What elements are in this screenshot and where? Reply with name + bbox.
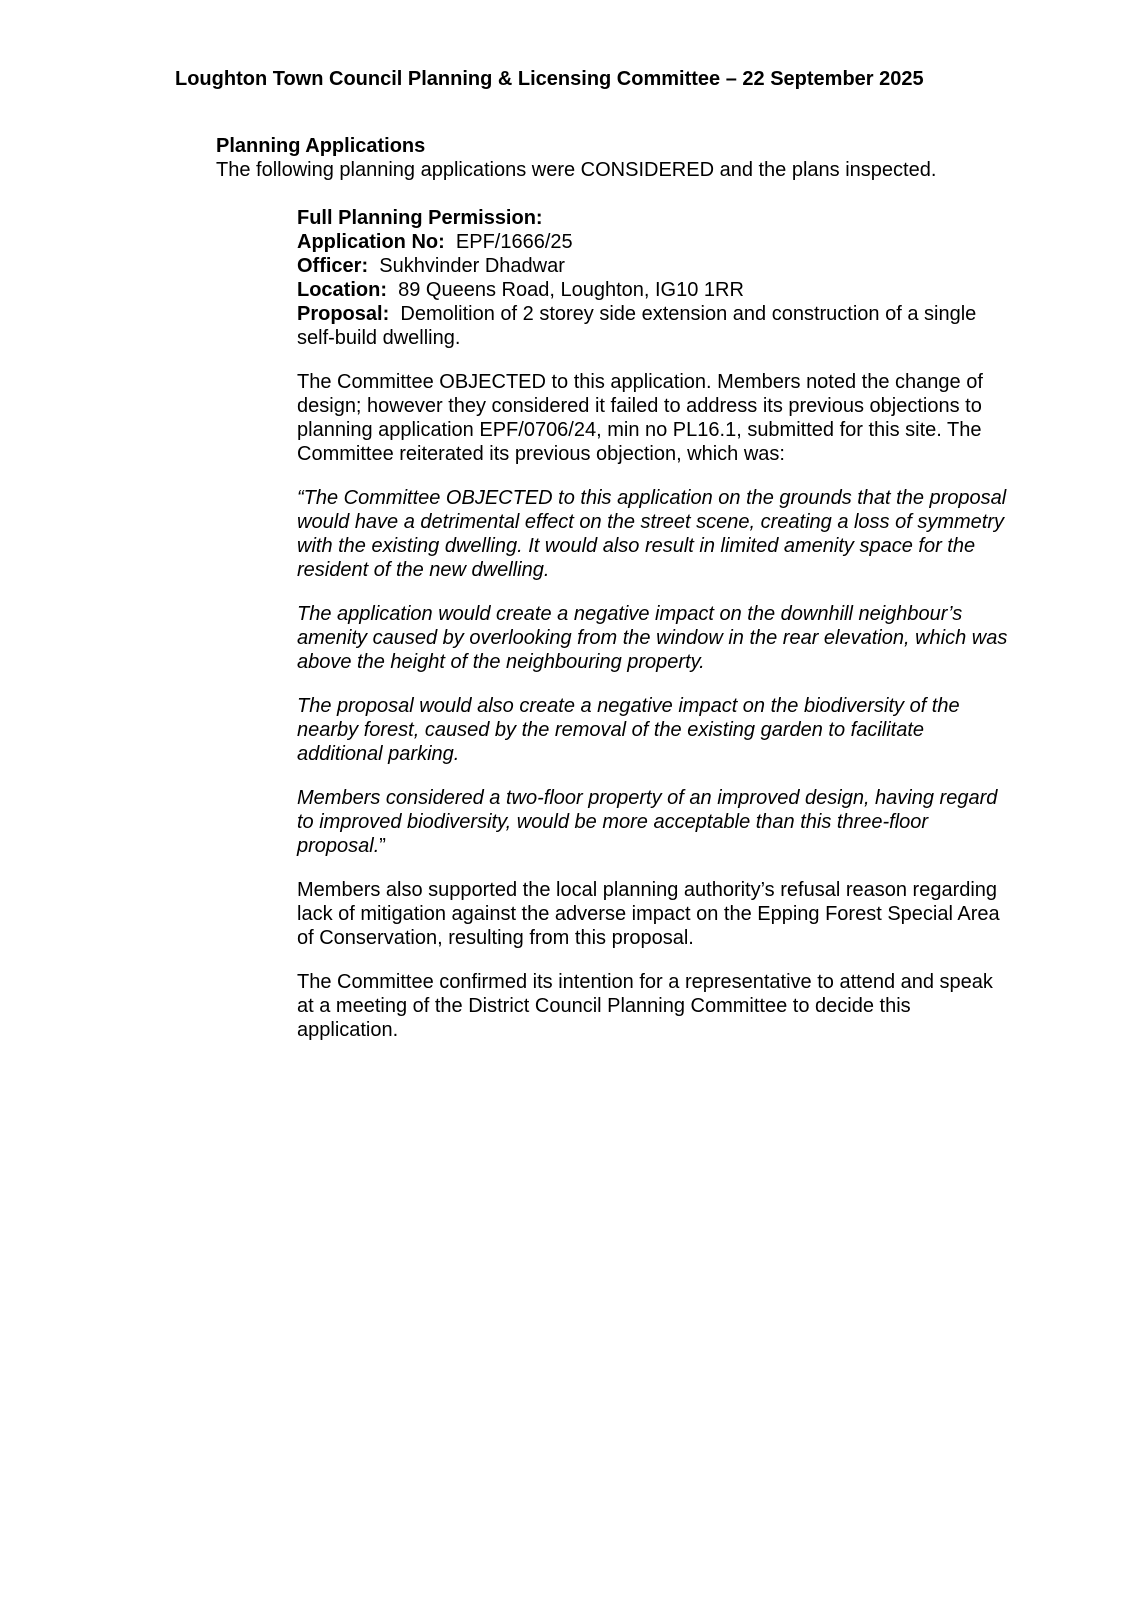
proposal-row — [297, 302, 1009, 350]
officer-row — [297, 254, 1009, 278]
application-no-value: EPF/1666/25 — [455, 231, 573, 253]
section-intro: The following planning applications were CONSIDERED and the plans inspected. — [216, 159, 937, 181]
proposal-label: Proposal: — [297, 303, 390, 325]
proposal-value: Demolition of 2 storey side extension and construction of a single self-build dwelling. — [297, 303, 977, 349]
planning-applications-section — [216, 134, 1076, 182]
application-type-label: Full Planning Permission: — [297, 207, 543, 229]
application-block — [297, 206, 1009, 1042]
application-no-row — [297, 230, 1009, 254]
location-row — [297, 278, 1009, 302]
support-paragraph: Members also supported the local planning authority’s refusal reason regarding lack of mitigation against the adverse impact on the Epping Forest Special Area of Conservation, resulting from this proposal. — [297, 879, 1000, 949]
application-no-label: Application No: — [297, 231, 445, 253]
location-value: 89 Queens Road, Loughton, IG10 1RR — [398, 279, 744, 301]
quote-close-mark: ” — [379, 835, 386, 857]
quote-paragraph-3: The proposal would also create a negative impact on the biodiversity of the nearby forest, caused by the removal of the existing garden to facilitate additional parking. — [297, 695, 960, 765]
decision-intro: The Committee OBJECTED to this application. Members noted the change of design; however they considered it failed to address its previous objections to planning application EPF/0706/24, min no PL16.1, submitted for this site. The Committee reiterated its previous objection, which was: — [297, 371, 983, 465]
quote-paragraph-4 — [297, 786, 1009, 858]
application-type — [297, 206, 1009, 230]
officer-label: Officer: — [297, 255, 369, 277]
intention-paragraph: The Committee confirmed its intention for a representative to attend and speak at a meeting of the District Council Planning Committee to decide this application. — [297, 971, 993, 1041]
quote-paragraph-1: “The Committee OBJECTED to this application on the grounds that the proposal would have a detrimental effect on the street scene, creating a loss of symmetry with the existing dwelling. It would also result in limited amenity space for the resident of the new dwelling. — [297, 487, 1007, 581]
location-label: Location: — [297, 279, 387, 301]
page-title: Loughton Town Council Planning & Licensing Committee – 22 September 2025 — [175, 68, 924, 90]
quote-paragraph-4-text: Members considered a two-floor property of an improved design, having regard to improved biodiversity, would be more acceptable than this three-floor proposal. — [297, 787, 998, 857]
quote-paragraph-2: The application would create a negative impact on the downhill neighbour’s amenity caused by overlooking from the window in the rear elevation, which was above the height of the neighbouring property. — [297, 603, 1008, 673]
officer-value: Sukhvinder Dhadwar — [379, 255, 565, 277]
section-title: Planning Applications — [216, 135, 426, 157]
